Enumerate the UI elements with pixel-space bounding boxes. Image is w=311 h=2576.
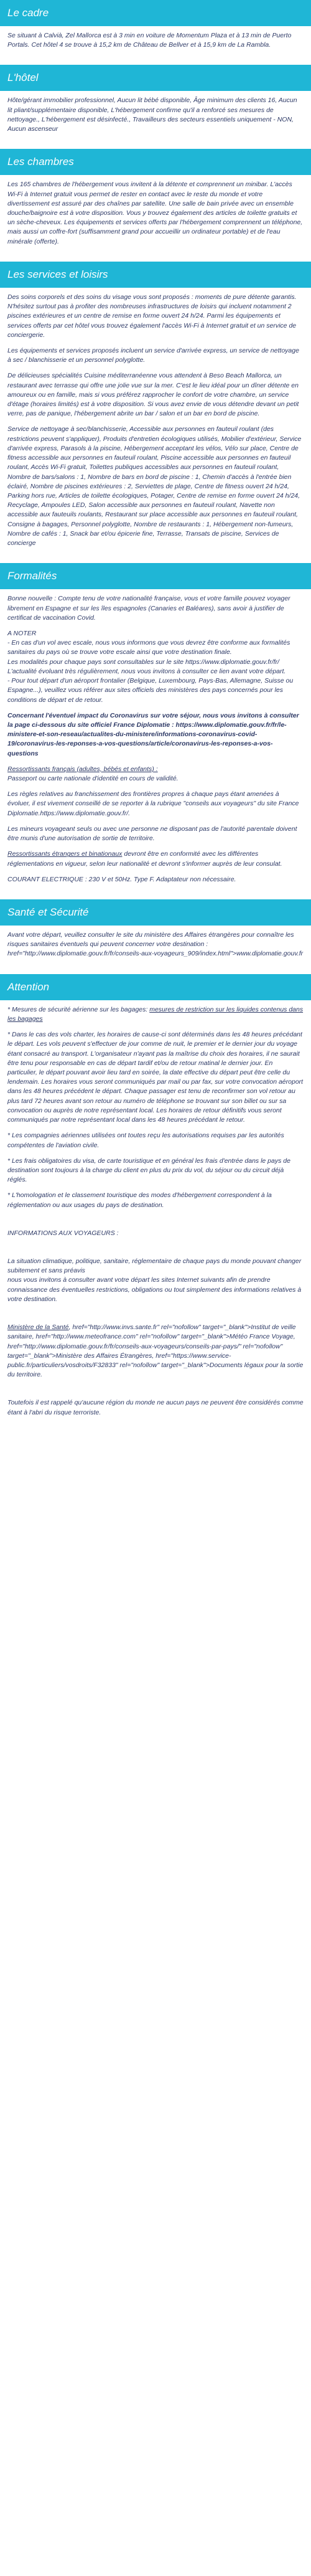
formalites-paragraph-2: A NOTER - En cas d'un vol avec escale, nous vous informons que vous devrez être conforme aux formalités sanitaires du pays où se trouve votre escale ainsi que votre destination finale. Les modalités pour chaque pays sont consultables sur le site https://www.diplomatie.gouv.fr/fr/ L'actualité évoluant très régulièrement, nous vous invitons à consulter ce lien avant votre départ. - Pour tout départ d'un aéroport frontalier (Belgique, Luxembourg, Pays-Bas, Allemagne, Suisse ou Espagne...), veuillez vous référer aux sites officiels des ministères des pays concernés pour les conditions de départ et de retour. xyxy=(7,629,294,704)
formalites-regles: Les règles relatives au franchissement des frontières propres à chaque pays étant amenées à évoluer, il est vivement conseillé de se reporter à la rubrique "conseils aux voyageurs" du site France Diplomatie.https://www.diplomatie.gouv.fr/. xyxy=(7,790,299,817)
ressortissants-etr-text: devront être en conformité avec les différentes réglementations en vigueur, selon leur nationalité et devront s'informer auprès de leur consulat. xyxy=(7,850,282,868)
attention-links-text: , href="http://www.invs.sante.fr" rel="nofollow" target="_blank">Institut de veille sanitaire, href="http://www.meteofrance.com" rel="nofollow" target="_blank">Météo France Voyage, href="http://www.diplomatie.gouv.fr/fr/conseils-aux-voyageurs/conseils-par-pays/" rel="nofollow" target="_blank">Ministère des Affaires Étrangères, href="https://www.service-public.fr/particuliers/vosdroits/F32833" rel="nofollow" target="_blank">Documents légaux pour la sortie du territoire. xyxy=(7,1324,304,1379)
sante-paragraph: Avant votre départ, veuillez consulter le site du ministère des Affaires étrangères pour connaître les risques sanitaires éventuels qui peuvent concerner votre destination : href="http://www.diplomatie.gouv.fr/fr/conseils-aux-voyageurs_909/index.html">www.diplomatie.gouv.fr xyxy=(7,931,304,958)
formalites-ressortissants-fr xyxy=(7,765,304,784)
attention-paragraph-1: * Dans le cas des vols charter, les horaires de cause-ci sont déterminés dans les 48 heures précédant le départ. Les vols peuvent s'effectuer de jour comme de nuit, le premier et le dernier jour du voyage étant consacré au transport. L'organisateur n'ayant pas la maîtrise du choix des horaires, il ne saurait être tenu pour responsable en cas de départ tardif et/ou de retour matinal le dernier jour. En particulier, le départ pouvant avoir lieu tard en soirée, la date effective du départ peut être celle du lendemain. Les horaires vous seront communiqués par mail ou par fax, sur votre convocation aéroport dans les 48 heures précédent le départ. Chaque passager est tenu de reconfirmer son vol retour au plus tard 72 heures avant son retour au numéro de téléphone se trouvant sur son billet ou sur sa convocation ou auprès de notre représentant local. Les horaires de retour définitifs vous seront communiqués par notre représentant local dans les 48 heures précédant le retour. xyxy=(7,1031,304,1124)
hotel-paragraph: Hôte/gérant immobilier professionnel, Aucun lit bébé disponible, Âge minimum des clients 16, Aucun lit pliant/supplémentaire disponible, L'hébergement confirme qu'il a renforcé ses mesures de nettoyage., L'hébergement est désinfecté., Travailleurs des secteurs essentiels uniquement - NON, Aucun ascenseur xyxy=(7,97,297,133)
services-paragraph-3: De délicieuses spécialités Cuisine méditerranéenne vous attendent à Beso Beach Mallorca, un restaurant avec terrasse qui offre une jolie vue sur la mer. C'est le lieu idéal pour un dîner détente en amoureux ou en famille, mais si vous préférez rapprocher le confort de votre chambre, un service d'étage (horaires limités) est à votre disposition. Si vous avez envie de vous détendre devant un petit verre, pas de panique, l'hébergement abrite un bar / salon et un bar en bord de piscine. xyxy=(7,372,299,418)
section-formalites xyxy=(0,563,311,899)
attention-paragraph-2: * Les compagnies aériennes utilisées ont toutes reçu les autorisations requises par les autorités compétentes de l'aviation civile. xyxy=(7,1132,284,1149)
section-heading-attention: Attention xyxy=(0,974,311,1000)
formalites-paragraph-1: Bonne nouvelle : Compte tenu de votre nationalité française, vous et votre famille pouvez voyager librement en Espagne et sur les îles espagnoles (Canaries et Baléares), sans avoir à justifier de certificat de vaccination Covid. xyxy=(7,595,290,622)
cadre-paragraph: Se situant à Calvià, Zel Mallorca est à 3 min en voiture de Momentum Plaza et à 13 min de Puerto Portals. Cet hôtel 4 se trouve à 15,2 km de Château de Bellver et à 15,9 km de La Rambla. xyxy=(7,32,292,49)
ressortissants-etr-label: Ressortissants étrangers et binationaux xyxy=(7,850,123,858)
services-paragraph-1: Des soins corporels et des soins du visage vous sont proposés : moments de pure détente garantis. N'hésitez surtout pas à profiter des nombreuses infrastructures de loisirs qui incluent notamment 2 piscines extérieures et un centre de remise en forme ouvert 24 h/24. Parmi les équipements et services offerts par cet hôtel vous trouvez également l'accès Wi-Fi à Internet gratuit et un service de conciergerie. xyxy=(7,293,297,339)
ressortissants-fr-label: Ressortissants français (adultes, bébés et enfants) : xyxy=(7,765,158,773)
attention-intro-prefix: * Mesures de sécurité aérienne sur les bagages: xyxy=(7,1005,150,1013)
attention-intro xyxy=(7,1005,304,1024)
attention-paragraph-3: * Les frais obligatoires du visa, de carte touristique et en général les frais d'entrée dans le pays de destination sont toujours à la charge du client en plus du prix du vol, du séjour ou du circuit déjà réglés. xyxy=(7,1157,290,1184)
formalites-courant: COURANT ELECTRIQUE : 230 V et 50Hz. Type F. Adaptateur non nécessaire. xyxy=(7,875,236,883)
formalites-covid-notice: Concernant l'éventuel impact du Coronavirus sur votre séjour, nous vous invitons à consulter la page ci-dessous du site officiel France Diplomatie : https://www.diplomatie.gouv.fr/fr/le-ministere-et-son-reseau/actualites-du-ministere/informations-coronavirus-covid-19/coronavirus-les-reponses-a-vos-questions/article/coronavirus-les-reponses-a-vos-questions xyxy=(7,711,299,757)
liquids-restriction-link[interactable]: mesures de restriction sur les liquides contenus dans les bagages xyxy=(7,1005,304,1023)
chambres-paragraph: Les 165 chambres de l'hébergement vous invitent à la détente et comprennent un minibar. L'accès Wi-Fi à Internet gratuit vous permet de rester en contact avec le reste du monde et votre divertissement est assuré par des chaînes par satellite. Une salle de bain privée avec un ensemble douche/baignoire est à votre disposition. Vous y trouvez également des articles de toilette gratuits et un sèche-cheveux. Les équipements et services offerts par l'hébergement comprennent un téléphone, mais aussi un coffre-fort (suffisamment grand pour accueillir un ordinateur portable) et de l'eau minérale (offerte). xyxy=(7,181,303,245)
attention-paragraph-4: * L'homologation et le classement touristique des modes d'hébergement correspondent à la réglementation ou aux usages du pays de destination. xyxy=(7,1191,272,1209)
section-heading-services: Les services et loisirs xyxy=(0,262,311,288)
section-attention xyxy=(0,974,311,1432)
ressortissants-fr-text: Passeport ou carte nationale d'identité en cours de validité. xyxy=(7,775,179,783)
ministere-sante-link[interactable]: Ministère de la Santé xyxy=(7,1324,69,1332)
infos-voyageurs-text: La situation climatique, politique, sanitaire, réglementaire de chaque pays du monde pouvant changer subitement et sans préavis nous vous invitons à consulter avant votre départ les sites Internet suivants afin de prendre connaissance des éventuelles restrictions, obligations ou tout simplement des informations relatives à votre destination. xyxy=(7,1257,302,1303)
attention-links xyxy=(7,1323,304,1380)
section-heading-formalites: Formalités xyxy=(0,563,311,589)
services-paragraph-2: Les équipements et services proposés incluent un service d'arrivée express, un service de nettoyage à sec / blanchisserie et un personnel polyglotte. xyxy=(7,346,299,364)
section-hotel xyxy=(0,65,311,149)
attention-final: Toutefois il est rappelé qu'aucune région du monde ne aucun pays ne peuvent être considérés comme étant à l'abri du risque terroriste. xyxy=(7,1399,304,1416)
formalites-ressortissants-etr xyxy=(7,850,304,868)
infos-voyageurs-heading: INFORMATIONS AUX VOYAGEURS : xyxy=(7,1229,119,1237)
formalites-mineurs: Les mineurs voyageant seuls ou avec une personne ne disposant pas de l'autorité parentale doivent être munis d'une autorisation de sortie de territoire. xyxy=(7,825,297,843)
section-chambres xyxy=(0,149,311,262)
section-sante xyxy=(0,899,311,974)
section-services xyxy=(0,262,311,563)
section-heading-sante: Santé et Sécurité xyxy=(0,899,311,926)
section-heading-cadre: Le cadre xyxy=(0,0,311,26)
services-paragraph-4: Service de nettoyage à sec/blanchisserie, Accessible aux personnes en fauteuil roulant (des restrictions peuvent s'appliquer), Produits d'entretien écologiques utilisés, Mobilier d'extérieur, Service d'arrivée express, Parasols à la piscine, Hébergement acceptant les vélos, Vélo sur place, Centre de fitness accessible aux personnes en fauteuil roulant, Piscine accessible aux personnes en fauteuil roulant, Accès Wi-Fi gratuit, Toilettes publiques accessibles aux personnes en fauteuil roulant, Nombre de bars/salons : 1, Nombre de bars en bord de piscine : 1, Chemin d'accès à l'entrée bien éclairé, Nombre de piscines extérieures : 2, Serviettes de plage, Centre de fitness ouvert 24 h/24, Parking hors rue, Articles de toilette écologiques, Potager, Centre de remise en forme ouvert 24 h/24, Recyclage, Ampoules LED, Salon accessible aux personnes en fauteuil roulant, Navette non accessible aux fauteuils roulants, Restaurant sur place accessible aux personnes en fauteuil roulant, Consigne à bagages, Personnel polyglotte, Nombre de restaurants : 1, Hébergement non-fumeurs, Nombre de cafés : 1, Snack bar et/ou épicerie fine, Terrasse, Transats de piscine, Services de concierge xyxy=(7,425,302,547)
section-heading-hotel: L'hôtel xyxy=(0,65,311,91)
section-heading-chambres: Les chambres xyxy=(0,149,311,175)
section-cadre xyxy=(0,0,311,65)
